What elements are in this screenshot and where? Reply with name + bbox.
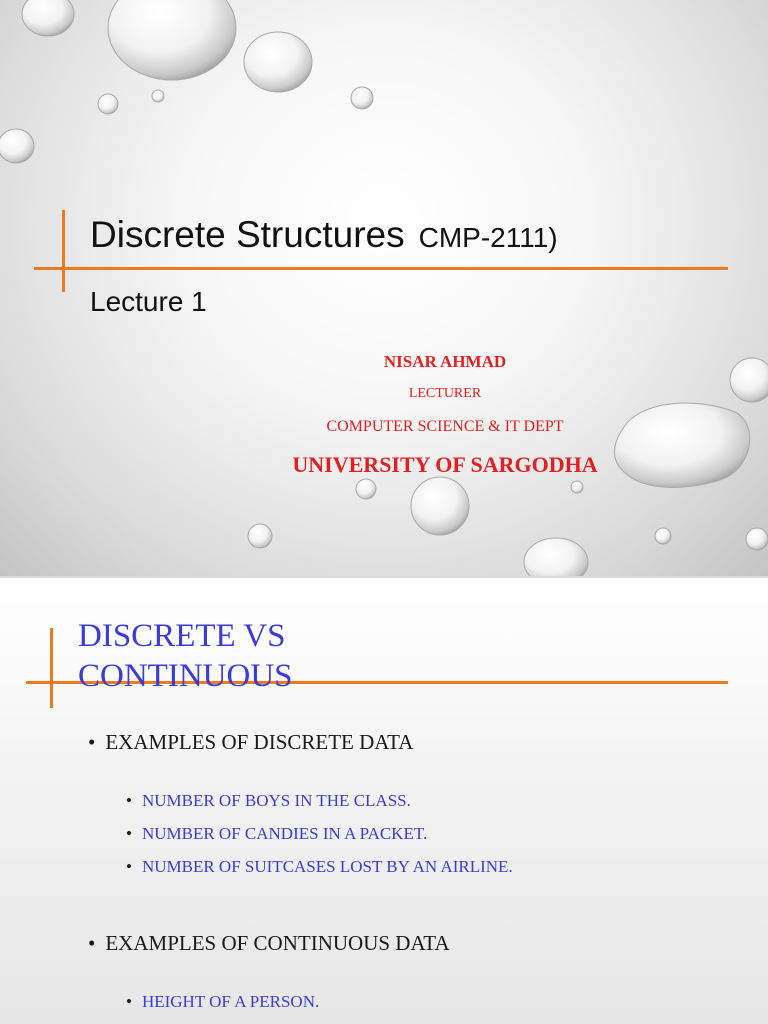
bullet-dot: • <box>88 931 96 955</box>
list-item <box>126 824 427 844</box>
list-item-text: HEIGHT OF A PERSON. <box>141 992 320 1011</box>
bullet-dot: • <box>88 730 96 754</box>
list-item-text: NUMBER OF BOYS IN THE CLASS. <box>141 791 411 810</box>
list-heading-text: EXAMPLES OF CONTINUOUS DATA <box>105 931 450 955</box>
list-item-text: NUMBER OF SUITCASES LOST BY AN AIRLINE. <box>141 857 513 876</box>
bullet-dot: • <box>126 992 132 1011</box>
list-item <box>126 992 319 1012</box>
bullet-dot: • <box>126 791 132 810</box>
content-accent-vertical-line <box>50 628 53 708</box>
course-code: CMP-2111) <box>418 222 558 253</box>
slide-title <box>90 214 558 256</box>
list-heading-text: EXAMPLES OF DISCRETE DATA <box>105 730 414 754</box>
author-department: COMPUTER SCIENCE & IT DEPT <box>326 418 564 435</box>
list-heading-discrete <box>88 730 413 755</box>
content-slide-title: DISCRETE VS CONTINUOUS <box>78 618 293 694</box>
bullet-dot: • <box>126 824 132 843</box>
list-item-text: NUMBER OF CANDIES IN A PACKET. <box>141 824 428 843</box>
author-role: LECTURER <box>408 386 482 401</box>
title-accent-horizontal-line <box>34 267 728 270</box>
list-item <box>126 857 513 877</box>
bullet-dot: • <box>126 857 132 876</box>
lecture-number: Lecture 1 <box>90 286 207 317</box>
title-accent-vertical-line <box>62 210 65 292</box>
author-university: UNIVERSITY OF SARGODHA <box>292 452 598 477</box>
author-name: NISAR AHMAD <box>383 352 507 371</box>
list-item <box>126 791 411 811</box>
list-heading-continuous <box>88 931 450 956</box>
course-title: Discrete Structures <box>90 214 405 255</box>
